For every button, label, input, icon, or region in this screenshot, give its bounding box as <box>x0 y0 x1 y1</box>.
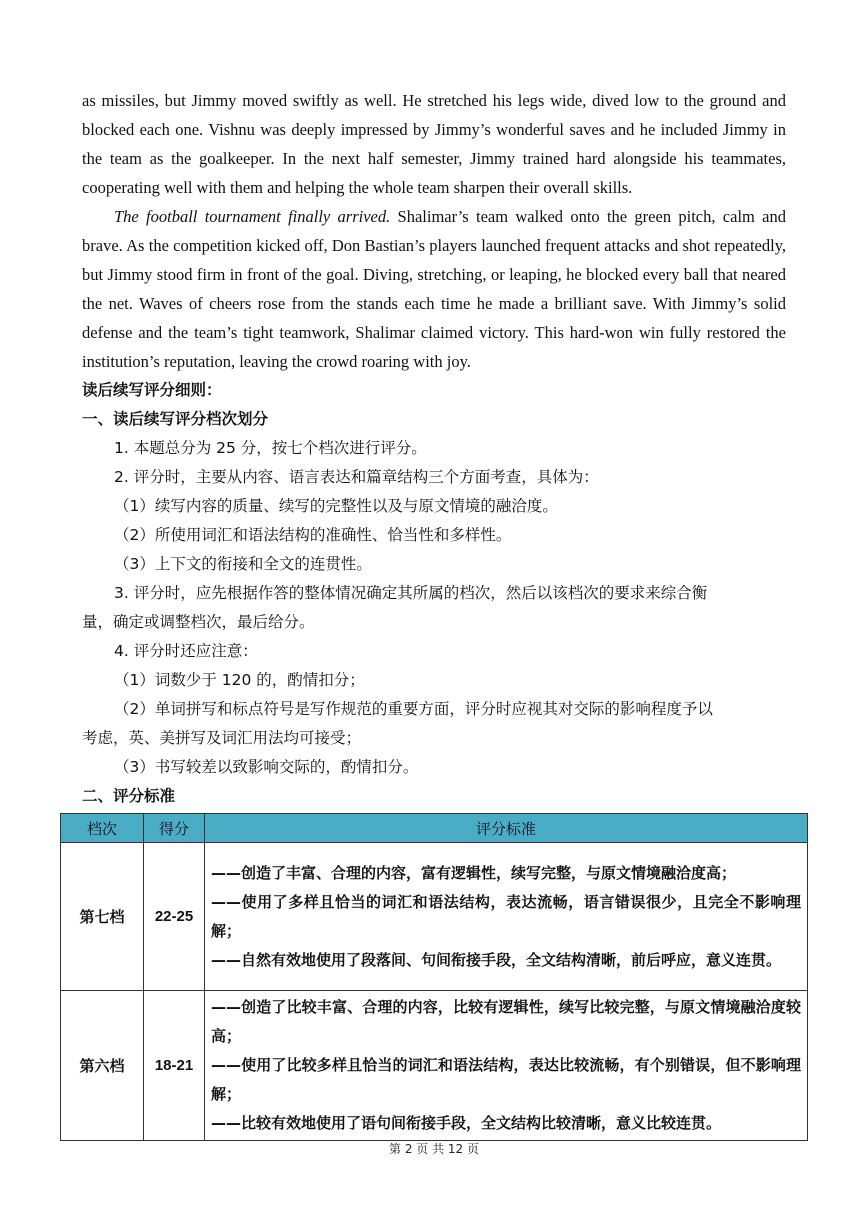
table-header-row <box>61 814 808 843</box>
rule-item-1: 1. 本题总分为 25 分，按七个档次进行评分。 <box>114 439 427 457</box>
page-footer: 第 2 页 共 12 页 <box>389 1142 479 1156</box>
row-score: 18-21 <box>144 991 205 1141</box>
row-level: 第六档 <box>61 991 144 1141</box>
document-body <box>82 86 786 811</box>
rule-item-4-sub-2-line-1: （2）单词拼写和标点符号是写作规范的重要方面，评分时应视其对交际的影响程度予以 <box>114 700 713 718</box>
row-score: 22-25 <box>144 843 205 991</box>
scoring-table <box>60 813 808 1141</box>
rule-item-4-sub-3: （3）书写较差以致影响交际的，酌情扣分。 <box>114 758 419 776</box>
criteria-line: ——比较有效地使用了语句间衔接手段，全文结构比较清晰，意义比较连贯。 <box>211 1114 722 1132</box>
row-criteria <box>205 843 808 991</box>
rules-heading: 读后续写评分细则： <box>82 381 222 399</box>
criteria-line: ——创造了丰富、合理的内容，富有逻辑性，续写完整，与原文情境融洽度高； <box>211 863 737 882</box>
table-row <box>61 991 808 1141</box>
story-paragraph-2-lead: The football tournament finally arrived. <box>114 207 391 226</box>
rule-item-3-line-1: 3. 评分时，应先根据作答的整体情况确定其所属的档次，然后以该档次的要求来综合衡 <box>114 584 708 602</box>
header-score: 得分 <box>144 814 205 843</box>
section-1-title: 一、读后续写评分档次划分 <box>82 410 269 428</box>
rule-item-2-sub-1: （1）续写内容的质量、续写的完整性以及与原文情境的融洽度。 <box>114 497 558 515</box>
criteria-line: ——自然有效地使用了段落间、句间衔接手段，全文结构清晰，前后呼应，意义连贯。 <box>211 950 782 969</box>
header-criteria: 评分标准 <box>205 814 808 843</box>
rule-item-2-sub-2: （2）所使用词汇和语法结构的准确性、恰当性和多样性。 <box>114 526 512 544</box>
header-level: 档次 <box>61 814 144 843</box>
criteria-line: ——创造了比较丰富、合理的内容，比较有逻辑性，续写比较完整，与原文情境融洽度较高； <box>211 998 801 1045</box>
rule-item-2-sub-3: （3）上下文的衔接和全文的连贯性。 <box>114 555 372 573</box>
rule-item-4-sub-1: （1）词数少于 120 的，酌情扣分； <box>114 671 365 689</box>
criteria-line: ——使用了多样且恰当的词汇和语法结构，表达流畅，语言错误很少，且完全不影响理解； <box>211 892 801 940</box>
story-paragraph-2-rest: Shalimar’s team walked onto the green pitch, calm and brave. As the competition kicked off, Don Bastian’s players launched frequent attacks and shot repeatedly, but Jimmy stood firm in front of the goal. Diving, stretching, or leaping, he blocked every ball that neared the net. Waves of cheers rose from the stands each time he made a brilliant save. With Jimmy’s solid defense and the team’s tight teamwork, Shalimar claimed victory. This hard-won win fully restored the institution’s reputation, leaving the crowd roaring with joy. <box>82 207 786 371</box>
rule-item-2: 2. 评分时，主要从内容、语言表达和篇章结构三个方面考查，具体为： <box>114 468 599 486</box>
row-criteria <box>205 991 808 1141</box>
row-level: 第七档 <box>61 843 144 991</box>
story-paragraph-2 <box>82 202 786 376</box>
rule-item-4-sub-2-line-2: 考虑，英、美拼写及词汇用法均可接受； <box>82 729 362 747</box>
story-paragraph-1: as missiles, but Jimmy moved swiftly as well. He stretched his legs wide, dived low to the ground and blocked each one. Vishnu was deeply impressed by Jimmy’s wonderful saves and he included Jimmy in the team as the goalkeeper. In the next half semester, Jimmy trained hard alongside his teammates, cooperating well with them and helping the whole team sharpen their overall skills. <box>82 91 786 197</box>
criteria-line: ——使用了比较多样且恰当的词汇和语法结构，表达比较流畅，有个别错误，但不影响理解； <box>211 1056 801 1103</box>
section-2-title: 二、评分标准 <box>82 787 176 805</box>
rule-item-4: 4. 评分时还应注意： <box>114 642 258 660</box>
table-row <box>61 843 808 991</box>
rule-item-3-line-2: 量，确定或调整档次，最后给分。 <box>82 613 315 631</box>
